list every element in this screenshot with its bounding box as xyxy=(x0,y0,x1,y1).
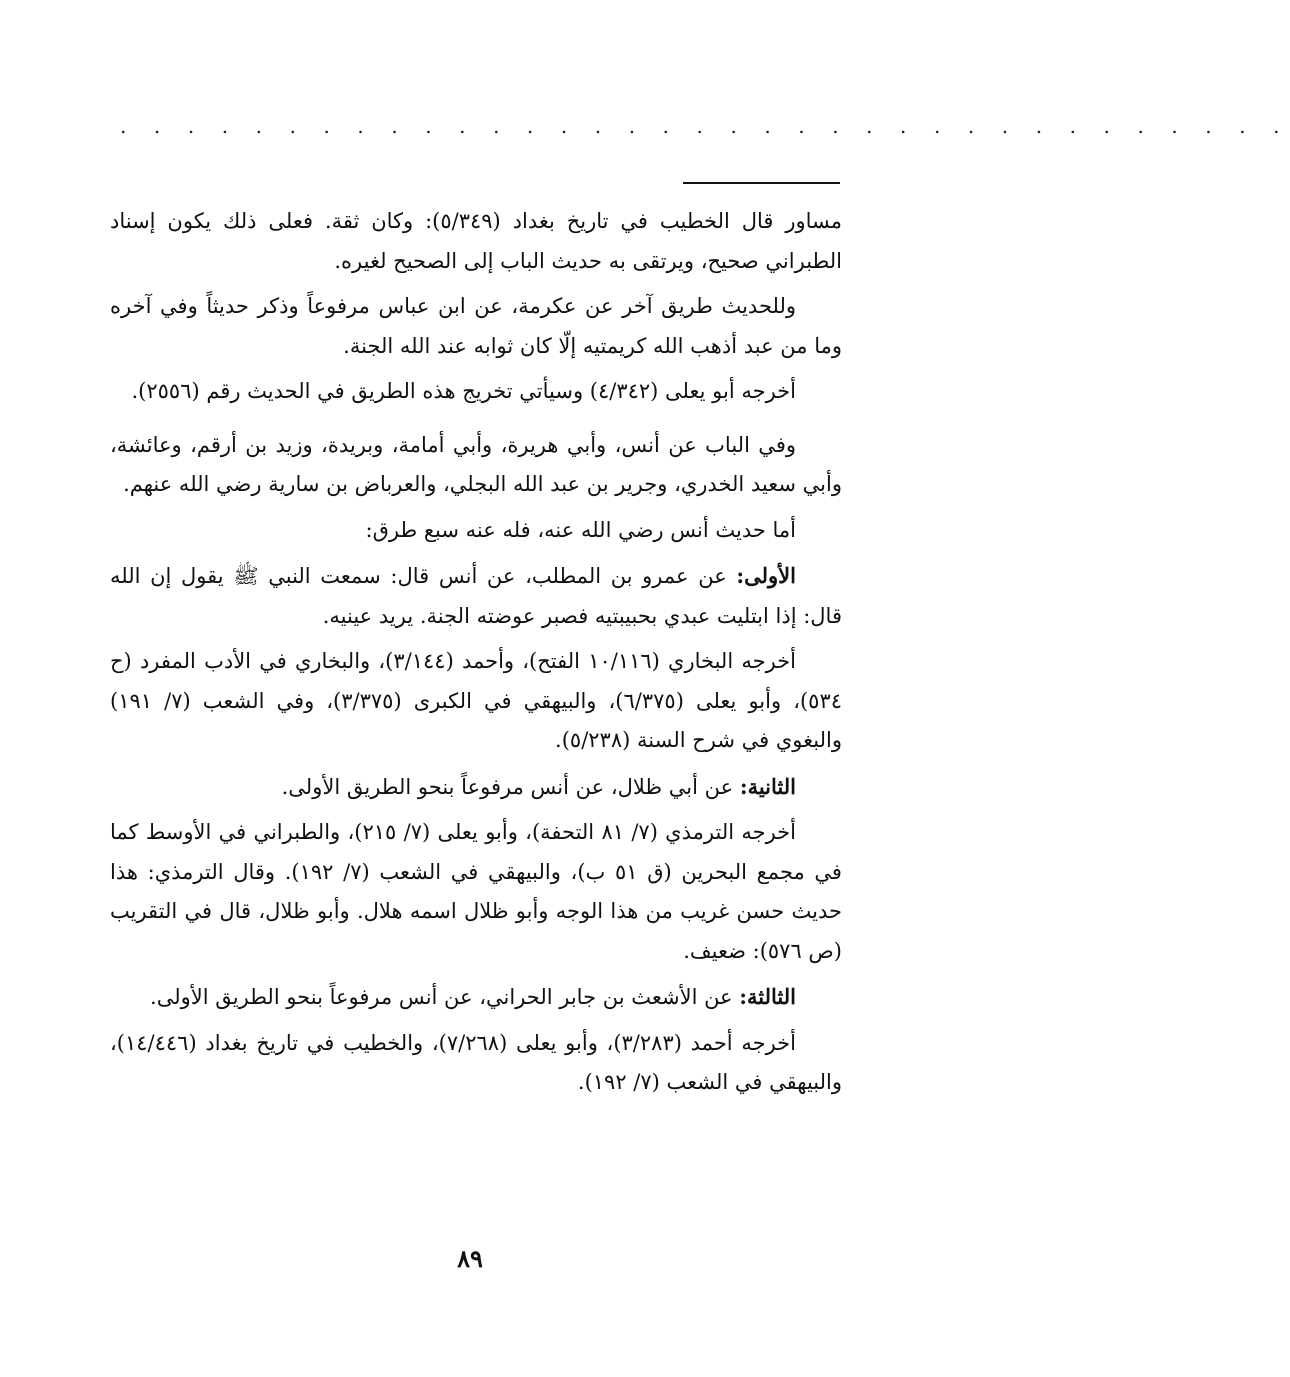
paragraph-text: أخرجه البخاري (١٠/١١٦ الفتح)، وأحمد (٣/١٤٤)، والبخاري في الأدب المفرد (ح ٥٣٤)، وأبو يعلى (٦/٣٧٥)، والبيهقي في الكبرى (٣/٣٧٥)، وفي الشعب (٧/ ١٩١) والبغوي في شرح السنة (٥/٢٣٨). xyxy=(110,649,843,752)
paragraph-9 xyxy=(110,813,842,971)
footnote-text xyxy=(110,202,842,1109)
paragraph-text: أخرجه الترمذي (٧/ ٨١ التحفة)، وأبو يعلى (٧/ ٢١٥)، والطبراني في الأوسط كما في مجمع البحرين (ق ٥١ ب)، والبيهقي في الشعب (٧/ ١٩٢). وقال الترمذي: هذا حديث حسن غريب من هذا الوجه وأبو ظلال اسمه هلال. وأبو ظلال، قال في التقريب (ص ٥٧٦): ضعيف. xyxy=(110,820,842,963)
paragraph-10 xyxy=(110,977,842,1018)
paragraph-6 xyxy=(110,556,842,636)
paragraph-text: عن عمرو بن المطلب، عن أنس قال: سمعت النبي ﷺ يقول إن الله قال: إذا ابتليت عبدي بحبيبتيه فصبر عوضته الجنة. يريد عينيه. xyxy=(110,564,842,628)
paragraph-7 xyxy=(110,642,842,761)
paragraph-3 xyxy=(110,372,842,412)
dotted-separator: . . . . . . . . . . . . . . . . . . . . . . . . . . . . . . . . . . . xyxy=(120,114,1290,138)
paragraph-4 xyxy=(110,426,842,505)
route-label: الثانية: xyxy=(739,773,796,799)
footnote-rule xyxy=(683,182,840,184)
page-number: ٨٩ xyxy=(457,1244,483,1273)
paragraph-5 xyxy=(110,511,842,551)
paragraph-text: أما حديث أنس رضي الله عنه، فله عنه سبع طرق: xyxy=(365,517,796,542)
paragraph-text: عن أبي ظلال، عن أنس مرفوعاً بنحو الطريق الأولى. xyxy=(281,774,740,799)
paragraph-text: مساور قال الخطيب في تاريخ بغداد (٥/٣٤٩): وكان ثقة. فعلى ذلك يكون إسناد الطبراني صحيح، ويرتقى به حديث الباب إلى الصحيح لغيره. xyxy=(110,209,842,273)
paragraph-8 xyxy=(110,767,842,808)
paragraph-text: أخرجه أبو يعلى (٤/٣٤٢) وسيأتي تخريج هذه الطريق في الحديث رقم (٢٥٥٦). xyxy=(131,379,796,403)
paragraph-text: عن الأشعث بن جابر الحراني، عن أنس مرفوعاً بنحو الطريق الأولى. xyxy=(150,985,740,1009)
route-label: الأولى: xyxy=(736,563,796,588)
paragraph-11 xyxy=(110,1024,842,1103)
paragraph-1 xyxy=(110,202,842,281)
route-label: الثالثة: xyxy=(739,984,796,1009)
paragraph-text: أخرجه أحمد (٣/٢٨٣)، وأبو يعلى (٧/٢٦٨)، والخطيب في تاريخ بغداد (١٤/٤٤٦)، والبيهقي في الشعب (٧/ ١٩٢). xyxy=(110,1030,842,1094)
paragraph-text: وفي الباب عن أنس، وأبي هريرة، وأبي أمامة، وبريدة، وزيد بن أرقم، وعائشة، وأبي سعيد الخدري، وجرير بن عبد الله البجلي، والعرباض بن سارية رضي الله عنهم. xyxy=(110,432,842,496)
paragraph-2 xyxy=(110,287,842,366)
paragraph-text: وللحديث طريق آخر عن عكرمة، عن ابن عباس مرفوعاً وذكر حديثاً وفي آخره وما من عبد أذهب الله كريمتيه إلّا كان ثوابه عند الله الجنة. xyxy=(110,294,842,358)
